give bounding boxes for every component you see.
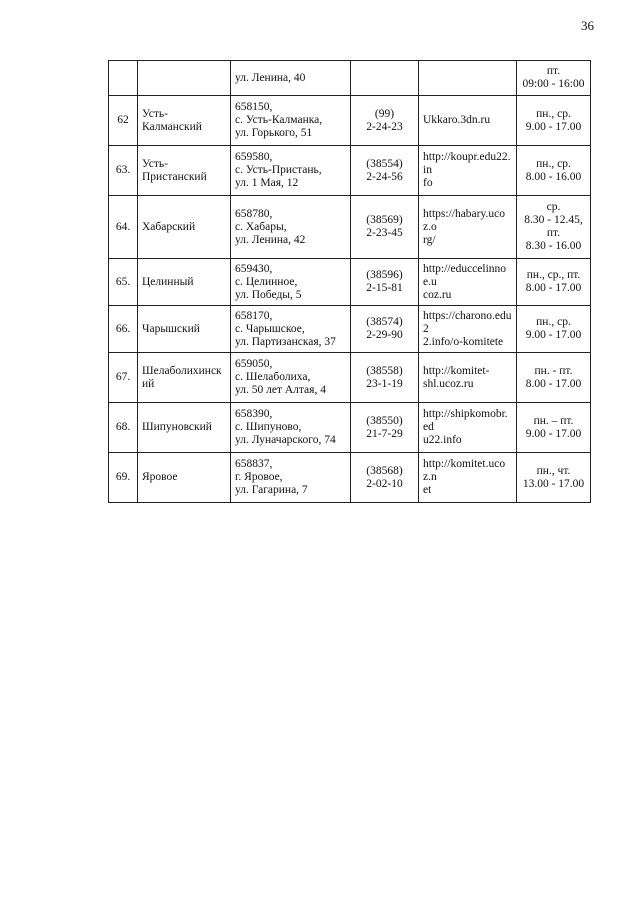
row-number: 63. — [109, 146, 138, 196]
address-line: ул. Луначарского, 74 — [235, 434, 336, 446]
table-row — [109, 196, 591, 259]
address-cell — [231, 96, 351, 146]
website-line: http://shipkomobr.ed — [423, 408, 508, 433]
table-body — [109, 61, 591, 503]
website-cell — [419, 353, 517, 403]
page-number: 36 — [581, 18, 594, 33]
address-cell — [231, 146, 351, 196]
phone-line: 21-7-29 — [366, 427, 403, 440]
website-line: http://koupr.edu22.in — [423, 151, 511, 176]
district-name: Шипуновский — [138, 403, 231, 453]
address-line: ул. 1 Мая, 12 — [235, 177, 299, 189]
table-row — [109, 259, 591, 306]
website-line: rg/ — [423, 233, 436, 246]
address-line: 658150, — [235, 101, 273, 113]
phone-cell — [351, 61, 419, 96]
website-line: 2.info/o-komitete — [423, 335, 504, 348]
website-line: shl.ucoz.ru — [423, 377, 474, 390]
hours-line: пт. — [546, 65, 561, 77]
phone-cell — [351, 403, 419, 453]
website-line: u22.info — [423, 434, 462, 446]
hours-line: пн. – пт. — [533, 414, 574, 427]
address-cell — [231, 259, 351, 306]
phone-line: 2-23-45 — [366, 227, 403, 239]
hours-cell — [517, 61, 591, 96]
phone-cell — [351, 96, 419, 146]
website-line: coz.ru — [423, 288, 452, 301]
district-name: Хабарский — [138, 196, 231, 259]
address-line: с. Усть-Пристань, — [235, 164, 322, 176]
row-number: 64. — [109, 196, 138, 259]
address-line: 658170, — [235, 309, 273, 322]
website-line: fo — [423, 177, 433, 189]
website-cell — [419, 259, 517, 306]
district-name: Усть-Пристанский — [138, 146, 231, 196]
hours-line: пн. - пт. — [534, 364, 573, 377]
hours-line: пт. — [546, 227, 561, 239]
address-line: ул. Ленина, 40 — [235, 71, 306, 84]
row-number: 68. — [109, 403, 138, 453]
address-line: 659050, — [235, 358, 273, 370]
hours-cell — [517, 453, 591, 503]
address-line: ул. Горького, 51 — [235, 127, 313, 139]
table-row — [109, 146, 591, 196]
hours-cell — [517, 146, 591, 196]
address-line: ул. Гагарина, 7 — [235, 484, 308, 496]
hours-line: 8.30 - 16.00 — [525, 240, 582, 252]
hours-line: пн., ср., пт. — [526, 269, 581, 281]
phone-line: 2-02-10 — [366, 477, 403, 490]
hours-line: пн., ср. — [536, 107, 571, 120]
address-line: ул. Победы, 5 — [235, 288, 302, 301]
hours-line: пн., чт. — [536, 464, 571, 477]
address-line: с. Целинное, — [235, 275, 298, 288]
table-row — [109, 306, 591, 353]
phone-line: 2-24-23 — [366, 120, 403, 133]
hours-line: 9.00 - 17.00 — [525, 329, 582, 341]
address-line: 658390, — [235, 408, 273, 420]
address-line: 658837, — [235, 458, 273, 470]
address-cell — [231, 306, 351, 353]
address-line: г. Яровое, — [235, 471, 283, 483]
row-number: 62 — [109, 96, 138, 146]
hours-cell — [517, 96, 591, 146]
phone-line: (99) — [374, 107, 395, 120]
address-cell — [231, 453, 351, 503]
address-line: 658780, — [235, 207, 273, 220]
hours-line: ср. — [546, 201, 561, 213]
hours-line: 9.00 - 17.00 — [525, 120, 582, 133]
website-line: http://komitet- — [423, 364, 490, 377]
website-line: et — [423, 484, 432, 496]
phone-cell — [351, 453, 419, 503]
row-number: 65. — [109, 259, 138, 306]
phone-line: (38554) — [366, 157, 403, 170]
website-line: https://charono.edu2 — [423, 309, 512, 335]
address-line: 659580, — [235, 151, 273, 163]
address-line: с. Шелаболиха, — [235, 371, 311, 383]
phone-line: 2-15-81 — [366, 282, 403, 294]
website-cell — [419, 403, 517, 453]
phone-cell — [351, 353, 419, 403]
website-cell — [419, 146, 517, 196]
district-contacts-table — [108, 60, 591, 503]
phone-line: (38574) — [366, 316, 403, 328]
hours-cell — [517, 353, 591, 403]
address-cell — [231, 403, 351, 453]
hours-line: пн., ср. — [536, 157, 571, 170]
website-line: http://komitet.ucoz.n — [423, 458, 506, 483]
phone-cell — [351, 306, 419, 353]
phone-cell — [351, 146, 419, 196]
phone-line: 2-24-56 — [366, 170, 403, 183]
phone-line: 2-29-90 — [366, 329, 403, 341]
phone-line: (38569) — [366, 214, 403, 226]
row-number: 67. — [109, 353, 138, 403]
hours-line: 13.00 - 17.00 — [522, 477, 585, 490]
hours-cell — [517, 403, 591, 453]
district-name: Яровое — [138, 453, 231, 503]
hours-line: 09:00 - 16:00 — [522, 78, 585, 90]
table-row — [109, 353, 591, 403]
address-line: с. Хабары, — [235, 220, 287, 233]
phone-line: (38568) — [366, 464, 403, 477]
website-cell — [419, 96, 517, 146]
table-row — [109, 403, 591, 453]
hours-line: пн., ср. — [536, 316, 571, 328]
district-name: Целинный — [138, 259, 231, 306]
row-number: 66. — [109, 306, 138, 353]
table-row — [109, 96, 591, 146]
table-row — [109, 453, 591, 503]
hours-line: 8.30 - 12.45, — [524, 214, 583, 226]
phone-line: 23-1-19 — [366, 377, 403, 390]
address-cell — [231, 196, 351, 259]
hours-line: 8.00 - 17.00 — [525, 282, 582, 294]
row-number — [109, 61, 138, 96]
row-number: 69. — [109, 453, 138, 503]
phone-line: (38596) — [366, 269, 403, 281]
phone-cell — [351, 196, 419, 259]
website-line: https://habary.ucoz.o — [423, 207, 505, 233]
district-name: Шелаболихинский — [138, 353, 231, 403]
table-row — [109, 61, 591, 96]
hours-cell — [517, 196, 591, 259]
hours-line: 9.00 - 17.00 — [525, 427, 582, 440]
website-line: Ukkaro.3dn.ru — [423, 114, 491, 126]
address-line: ул. 50 лет Алтая, 4 — [235, 384, 326, 396]
address-cell — [231, 61, 351, 96]
website-line: http://educcelinnoe.u — [423, 262, 507, 288]
website-cell — [419, 453, 517, 503]
address-line: с. Чарышское, — [235, 322, 305, 335]
district-name: Чарышский — [138, 306, 231, 353]
website-cell — [419, 61, 517, 96]
district-name — [138, 61, 231, 96]
address-line: ул. Партизанская, 37 — [235, 335, 336, 348]
hours-cell — [517, 306, 591, 353]
website-cell — [419, 196, 517, 259]
hours-line: 8.00 - 17.00 — [525, 377, 582, 390]
address-line: 659430, — [235, 262, 273, 275]
hours-cell — [517, 259, 591, 306]
address-line: с. Усть-Калманка, — [235, 114, 323, 126]
phone-line: (38550) — [366, 414, 403, 427]
hours-line: 8.00 - 16.00 — [525, 170, 582, 183]
phone-line: (38558) — [366, 364, 403, 377]
address-line: ул. Ленина, 42 — [235, 233, 306, 246]
website-cell — [419, 306, 517, 353]
phone-cell — [351, 259, 419, 306]
address-line: с. Шипуново, — [235, 421, 302, 433]
address-cell — [231, 353, 351, 403]
district-name: Усть-Калманский — [138, 96, 231, 146]
